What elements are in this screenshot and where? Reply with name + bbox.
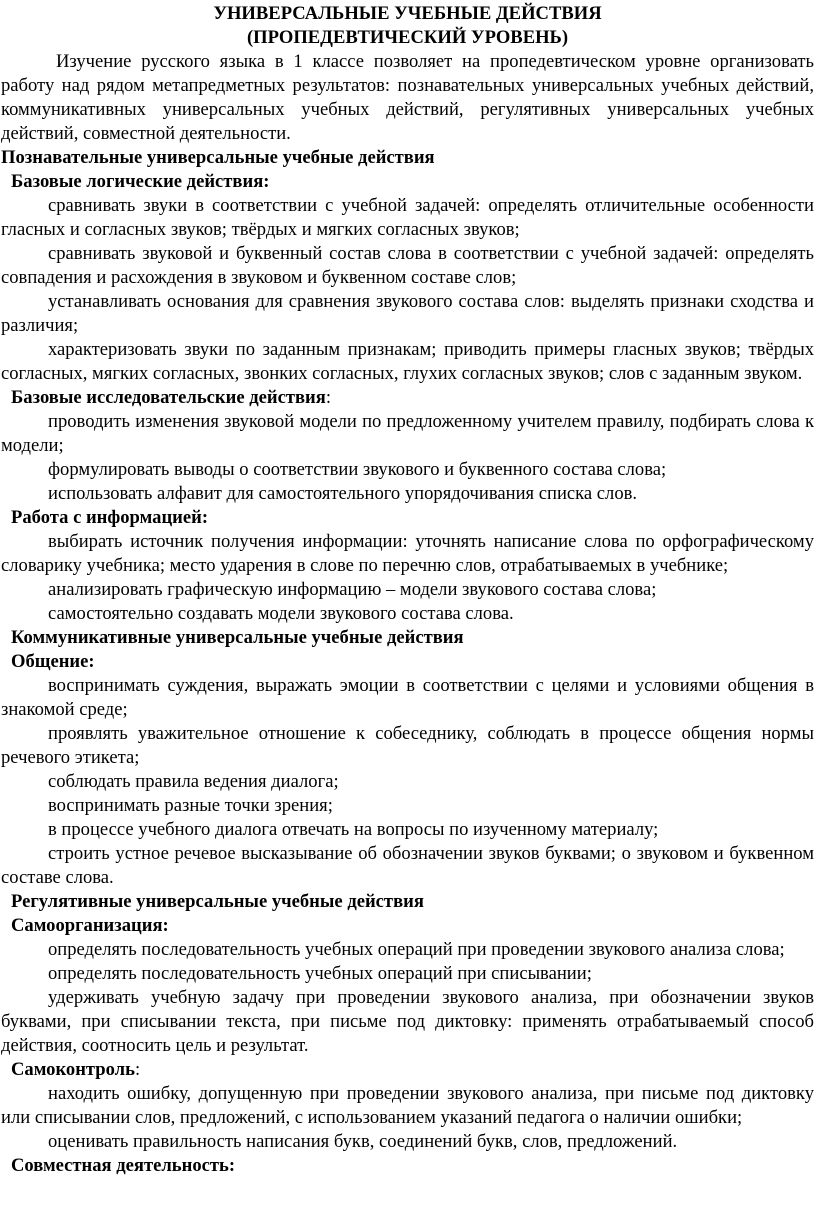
section-heading-communicative: Коммуникативные универсальные учебные действия: [11, 627, 464, 648]
list-item: определять последовательность учебных операций при списывании;: [48, 963, 592, 984]
subheading-text: Базовые исследовательские действия: [11, 387, 326, 408]
subheading-information: Работа с информацией:: [11, 507, 209, 528]
section-heading-cognitive: Познавательные универсальные учебные действия: [1, 147, 435, 168]
list-item: сравнивать звуки в соответствии с учебной задачей: определять отличительные особенности гласных и согласных звуков; твёрдых и мягких согласных звуков;: [1, 195, 814, 240]
list-item: самостоятельно создавать модели звукового состава слова.: [48, 603, 514, 624]
list-item: удерживать учебную задачу при проведении звукового анализа, при обозначении звуков буквами, при списывании текста, при письме под диктовку: применять отрабатываемый способ действия, соотносить цель и результат.: [1, 987, 814, 1056]
list-item: характеризовать звуки по заданным признакам; приводить примеры гласных звуков; твёрдых согласных, мягких согласных, звонких согласных, глухих согласных звуков; слов с заданным звуком.: [1, 339, 814, 384]
subheading-research-actions: [1, 386, 814, 410]
list-item: проводить изменения звуковой модели по предложенному учителем правилу, подбирать слова к модели;: [1, 411, 814, 456]
list-item: оценивать правильность написания букв, соединений букв, слов, предложений.: [48, 1131, 678, 1152]
document-title: УНИВЕРСАЛЬНЫЕ УЧЕБНЫЕ ДЕЙСТВИЯ: [213, 3, 602, 24]
subheading-text: Самоконтроль: [11, 1059, 135, 1080]
intro-paragraph: Изучение русского языка в 1 классе позволяет на пропедевтическом уровне организовать работу над рядом метапредметных результатов: познавательных универсальных учебных действий, коммуникативных универсальных учебных действий, регулятивных универсальных учебных действий, совместной деятельности.: [1, 51, 814, 144]
subheading-self-organization: Самоорганизация:: [11, 915, 169, 936]
document-subtitle: (ПРОПЕДЕВТИЧЕСКИЙ УРОВЕНЬ): [246, 27, 569, 48]
list-item: сравнивать звуковой и буквенный состав слова в соответствии с учебной задачей: определять совпадения и расхождения в звуковом и буквенном составе слов;: [1, 243, 814, 288]
list-item: воспринимать суждения, выражать эмоции в соответствии с целями и условиями общения в знакомой среде;: [1, 675, 814, 720]
subheading-communication: Общение:: [11, 651, 95, 672]
subheading-colon: :: [325, 387, 331, 408]
list-item: формулировать выводы о соответствии звукового и буквенного состава слова;: [48, 459, 667, 480]
list-item: строить устное речевое высказывание об обозначении звуков буквами; о звуковом и буквенном составе слова.: [1, 843, 814, 888]
list-item: в процессе учебного диалога отвечать на вопросы по изученному материалу;: [48, 819, 659, 840]
subheading-logical-actions: Базовые логические действия:: [11, 171, 270, 192]
list-item: воспринимать разные точки зрения;: [48, 795, 333, 816]
subheading-self-control: [1, 1058, 814, 1082]
list-item: выбирать источник получения информации: уточнять написание слова по орфографическому словарику учебника; место ударения в слове по перечню слов, отрабатываемых в учебнике;: [1, 531, 814, 576]
list-item: анализировать графическую информацию – модели звукового состава слова;: [48, 579, 657, 600]
list-item: находить ошибку, допущенную при проведении звукового анализа, при письме под диктовку или списывании слов, предложений, с использованием указаний педагога о наличии ошибки;: [1, 1083, 814, 1128]
list-item: устанавливать основания для сравнения звукового состава слов: выделять признаки сходства и различия;: [1, 291, 814, 336]
subheading-colon: :: [134, 1059, 141, 1080]
list-item: определять последовательность учебных операций при проведении звукового анализа слова;: [48, 939, 785, 960]
list-item: соблюдать правила ведения диалога;: [48, 771, 339, 792]
list-item: проявлять уважительное отношение к собеседнику, соблюдать в процессе общения нормы речевого этикета;: [1, 723, 814, 768]
subheading-joint-activity: Совместная деятельность:: [11, 1155, 236, 1176]
section-heading-regulatory: Регулятивные универсальные учебные действия: [11, 891, 424, 912]
list-item: использовать алфавит для самостоятельного упорядочивания списка слов.: [48, 483, 638, 504]
